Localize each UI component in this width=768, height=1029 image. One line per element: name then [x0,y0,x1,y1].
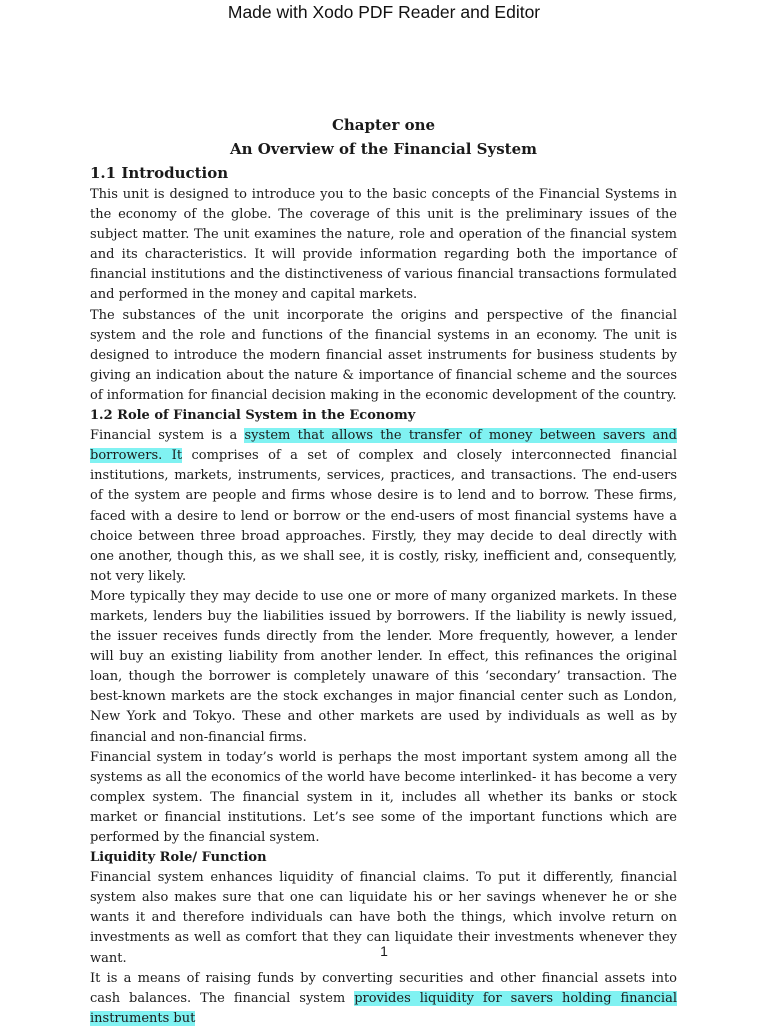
liquidity-paragraph-2-start: It is a means of raising funds by converting securities and other financial assets into cash balances. The financial system [90,970,677,1006]
role-paragraph-2: More typically they may decide to use one or more of many organized markets. In these markets, lenders buy the liabilities issued by borrowers. If the liability is newly issued, the issuer receives funds directly from the lender. More frequently, however, a lender will buy an existing liability from another lender. In effect, this refinances the original loan, though the borrower is completely unaware of this ‘secondary’ transaction. The best-known markets are the stock exchanges in major financial center such as London, New York and Tokyo. These and other markets are used by individuals as well as by financial and non-financial firms. [90,588,677,745]
liquidity-paragraph-2 [90,969,677,1029]
page-number: 1 [380,943,388,959]
role-paragraph-3: Financial system in today’s world is perhaps the most important system among all the systems as all the economics of the world have become interlinked- it has become a very complex system. The financial system in it, includes all whether its banks or stock market or financial institutions. Let’s see some of the important functions which are performed by the financial system. [90,749,677,845]
role-paragraph-1-start: Financial system is a [90,428,245,444]
highlighted-text[interactable]: provides liquidity for savers holding financial instruments but [90,990,677,1026]
intro-paragraph-2: The substances of the unit incorporate the origins and perspective of the financial system and the role and functions of the financial systems in an economy. The unit is designed to introduce the modern financial asset instruments for business students by giving an indication about the nature & importance of financial scheme and the sources of information for financial decision making in the economic development of the country. [90,307,677,403]
highlighted-text[interactable]: system that allows the transfer of money between savers and borrowers. It [90,428,678,464]
section-heading-role: 1.2 Role of Financial System in the Economy [90,408,416,424]
liquidity-heading: Liquidity Role/ Function [90,850,267,866]
intro-paragraph-1: This unit is designed to introduce you to the basic concepts of the Financial Systems in the economy of the globe. The coverage of this unit is the preliminary issues of the subject matter. The unit examines the nature, role and operation of the financial system and its characteristics. It will provide information regarding both the importance of financial institutions and the distinctiveness of various financial transactions formulated and performed in the money and capital markets. [90,187,677,303]
role-paragraph-1 [90,426,677,587]
xodo-watermark: Made with Xodo PDF Reader and Editor [227,2,541,22]
chapter-title: An Overview of the Financial System [229,140,538,158]
liquidity-paragraph-1: Financial system enhances liquidity of financial claims. To put it differently, financial system also makes sure that one can liquidate his or her savings whenever he or she wants it and therefore individuals can have both the things, which involve return on investments as well as comfort that they can liquidate their investments whenever they want. [90,870,677,966]
chapter-label: Chapter one [331,116,436,134]
role-paragraph-1-rest: comprises of a set of complex and closely interconnected financial institutions, markets, instruments, services, practices, and transactions. The end-users of the system are people and firms whose desire is to lend and to borrow. These firms, faced with a desire to lend or borrow or the end-users of most financial systems have a choice between three broad approaches. Firstly, they may decide to deal directly with one another, though this, as we shall see, it is costly, risky, inefficient and, consequently, not very likely. [90,448,677,584]
document-page [90,113,677,1029]
section-heading-introduction: 1.1 Introduction [90,164,229,182]
